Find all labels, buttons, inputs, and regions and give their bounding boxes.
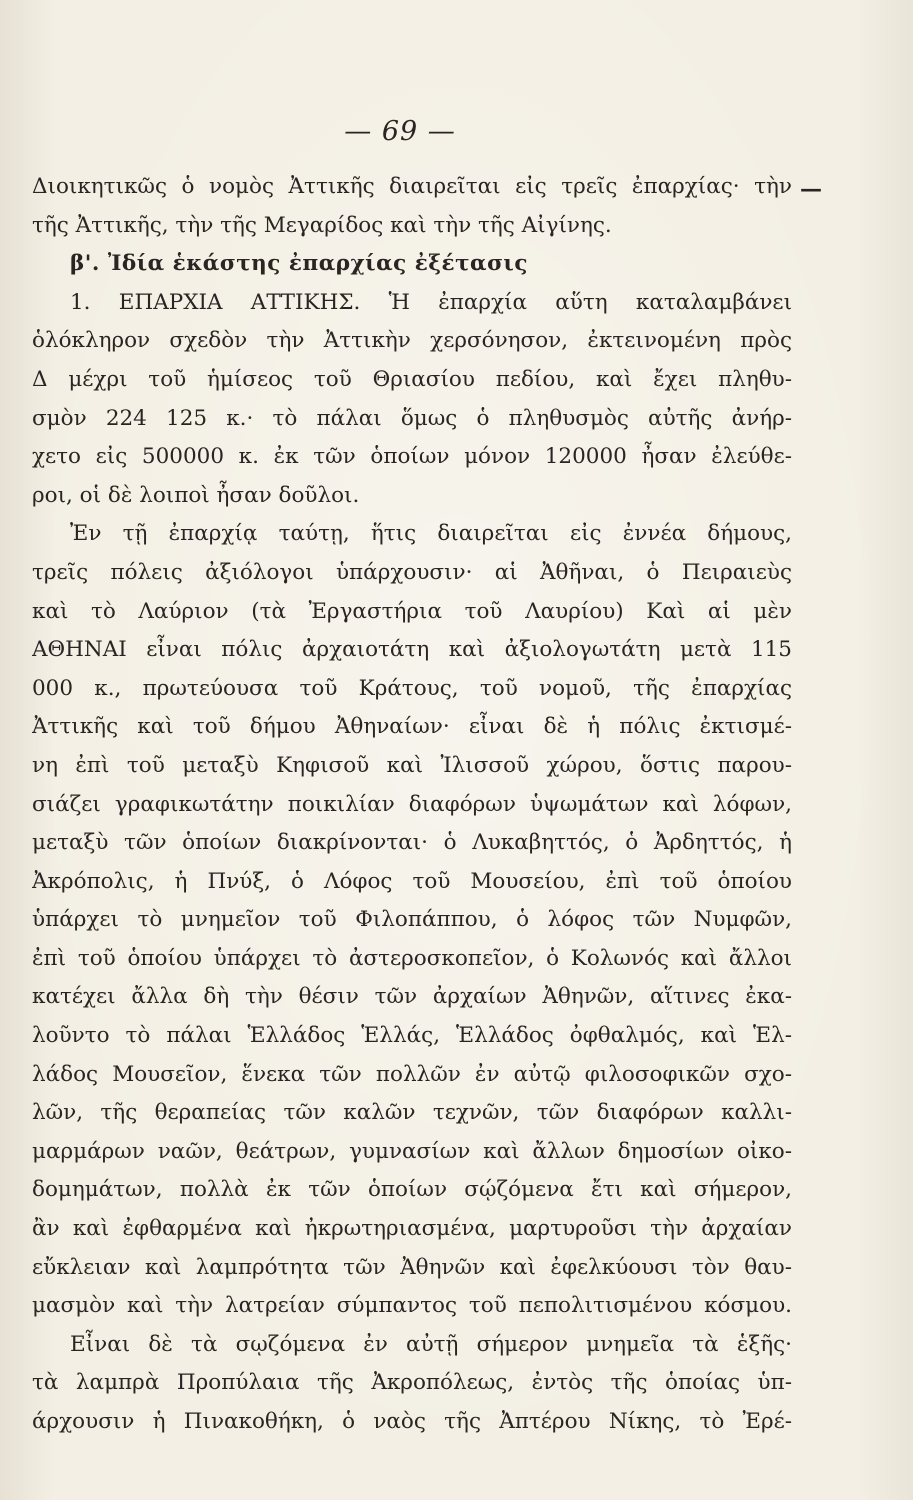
text-line: ροι, οἱ δὲ λοιποὶ ἦσαν δοῦλοι. <box>32 482 360 508</box>
margin-mark: — <box>800 176 822 202</box>
body-text <box>32 168 792 1442</box>
text-line: λάδος Μουσεῖον, ἕνεκα τῶν πολλῶν ἐν αὐτῷ φιλοσοφικῶν σχο- <box>32 1061 792 1087</box>
subsection-heading-line: 1. ΕΠΑΡΧΙΑ ΑΤΤΙΚΗΣ. Ἡ ἐπαρχία αὕτη καταλαμβάνει <box>70 289 792 315</box>
text-line: τρεῖς πόλεις ἀξιόλογοι ὑπάρχουσιν· αἱ Ἀθῆναι, ὁ Πειραιεὺς <box>32 559 792 585</box>
text-line: σιάζει γραφικωτάτην ποικιλίαν διαφόρων ὑψωμάτων καὶ λόφων, <box>32 791 792 817</box>
text-line: χετο εἰς 500000 κ. ἐκ τῶν ὁποίων μόνον 120000 ἦσαν ἐλεύθε- <box>32 444 792 470</box>
text-line: ὑπάρχει τὸ μνημεῖον τοῦ Φιλοπάππου, ὁ λόφος τῶν Νυμφῶν, <box>32 907 792 933</box>
text-line: μασμὸν καὶ τὴν λατρείαν σύμπαντος τοῦ πεπολιτισμένου κόσμου. <box>32 1293 792 1319</box>
text-line: Ἐν τῇ ἐπαρχίᾳ ταύτῃ, ἥτις διαιρεῖται εἰς ἐννέα δήμους, <box>70 521 792 547</box>
text-line: Δ μέχρι τοῦ ἡμίσεος τοῦ Θριασίου πεδίου, καὶ ἔχει πληθυ- <box>32 366 792 392</box>
text-line: λῶν, τῆς θεραπείας τῶν καλῶν τεχνῶν, τῶν διαφόρων καλλι- <box>32 1100 792 1126</box>
text-line: καὶ τὸ Λαύριον (τὰ Ἐργαστήρια τοῦ Λαυρίου) Καὶ αἱ μὲν <box>32 598 792 624</box>
text-line: 000 κ., πρωτεύουσα τοῦ Κράτους, τοῦ νομοῦ, τῆς ἐπαρχίας <box>32 675 792 701</box>
text-line: ὁλόκληρον σχεδὸν τὴν Ἀττικὴν χερσόνησον, ἐκτεινομένη πρὸς <box>32 328 792 354</box>
text-line: Εἶναι δὲ τὰ σῳζόμενα ἐν αὐτῇ σήμερον μνημεῖα τὰ ἑξῆς· <box>70 1331 792 1357</box>
text-line: Ἀκρόπολις, ἡ Πνύξ, ὁ Λόφος τοῦ Μουσείου, ἐπὶ τοῦ ὁποίου <box>32 868 792 894</box>
text-line: Ἀττικῆς καὶ τοῦ δήμου Ἀθηναίων· εἶναι δὲ ἡ πόλις ἐκτισμέ- <box>32 714 792 740</box>
text-line: δομημάτων, πολλὰ ἐκ τῶν ὁποίων σῴζόμενα ἔτι καὶ σήμερον, <box>32 1177 792 1203</box>
text-line: σμὸν 224 125 κ.· τὸ πάλαι ὅμως ὁ πληθυσμὸς αὐτῆς ἀνήρ- <box>32 405 792 431</box>
page-number: — 69 — <box>344 116 456 147</box>
text-line: τὰ λαμπρὰ Προπύλαια τῆς Ἀκροπόλεως, ἐντὸς τῆς ὁποίας ὑπ- <box>32 1370 792 1396</box>
text-line: ΑΘΗΝΑΙ εἶναι πόλις ἀρχαιοτάτη καὶ ἀξιολογωτάτη μετὰ 115 <box>32 637 792 663</box>
text-line: νη ἐπὶ τοῦ μεταξὺ Κηφισοῦ καὶ Ἰλισσοῦ χώρου, ὅστις παρου- <box>32 752 792 778</box>
section-heading: β'. Ἰδία ἑκάστης ἐπαρχίας ἐξέτασις <box>70 251 528 277</box>
text-line: κατέχει ἄλλα δὴ τὴν θέσιν τῶν ἀρχαίων Ἀθηνῶν, αἵτινες ἐκα- <box>32 984 792 1010</box>
text-line: εὔκλειαν καὶ λαμπρότητα τῶν Ἀθηνῶν καὶ ἐφελκύουσι τὸν θαυ- <box>32 1254 792 1280</box>
text-line: μαρμάρων ναῶν, θεάτρων, γυμνασίων καὶ ἄλλων δημοσίων οἰκο- <box>32 1138 792 1164</box>
text-line: ἂν καὶ ἐφθαρμένα καὶ ἠκρωτηριασμένα, μαρτυροῦσι τὴν ἀρχαίαν <box>32 1216 792 1242</box>
text-line: άρχουσιν ἡ Πινακοθήκη, ὁ ναὸς τῆς Ἀπτέρου Νίκης, τὸ Ἐρέ- <box>32 1409 792 1434</box>
text-line: ἐπὶ τοῦ ὁποίου ὑπάρχει τὸ ἀστεροσκοπεῖον, ὁ Κολωνός καὶ ἄλλοι <box>32 945 792 971</box>
text-line: τῆς Ἀττικῆς, τὴν τῆς Μεγαρίδος καὶ τὴν τῆς Αἰγίνης. <box>32 212 612 238</box>
text-line: μεταξὺ τῶν ὁποίων διακρίνονται· ὁ Λυκαβηττός, ὁ Ἀρδηττός, ἡ <box>32 830 792 856</box>
text-line: Διοικητικῶς ὁ νομὸς Ἀττικῆς διαιρεῖται εἰς τρεῖς ἐπαρχίας· τὴν <box>32 174 792 199</box>
text-line: λοῦντο τὸ πάλαι Ἑλλάδος Ἑλλάς, Ἑλλάδος ὀφθαλμός, καὶ Ἑλ- <box>32 1023 792 1049</box>
